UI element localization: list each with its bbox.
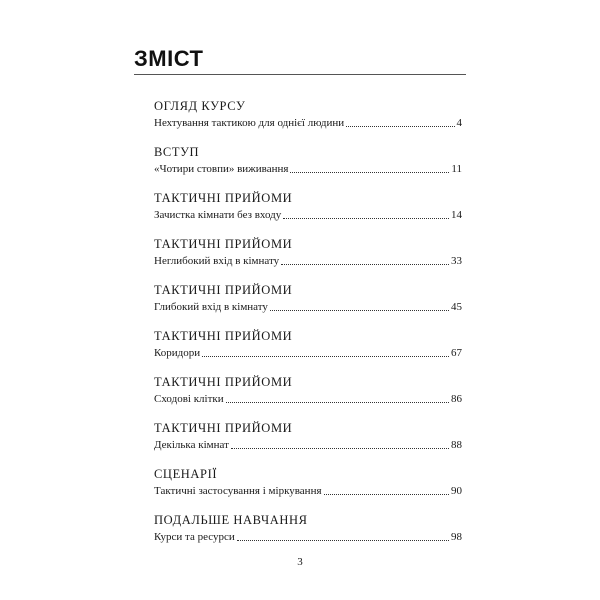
entry-title: Тактичні застосування і міркування	[154, 485, 322, 497]
entry-title: Коридори	[154, 347, 201, 359]
entry-page-number: 98	[451, 531, 462, 543]
entry-title: Зачистка кімнати без входу	[154, 209, 282, 221]
toc-section	[154, 190, 462, 236]
entry-page-number: 67	[451, 347, 462, 359]
toc-entry	[154, 116, 462, 131]
toc-entry	[154, 254, 462, 269]
section-heading: ТАКТИЧНІ ПРИЙОМИ	[154, 237, 293, 251]
toc-section	[154, 144, 462, 190]
entry-title: Сходові клітки	[154, 393, 224, 405]
section-heading: ОГЛЯД КУРСУ	[154, 99, 246, 113]
section-heading: ТАКТИЧНІ ПРИЙОМИ	[154, 191, 293, 205]
entry-page-number: 14	[451, 209, 462, 221]
entry-title: Неглибокий вхід в кімнату	[154, 255, 280, 267]
toc-section	[154, 420, 462, 466]
toc-entry	[154, 300, 462, 315]
page-number: 3	[297, 556, 303, 568]
dot-leader	[231, 448, 449, 449]
section-heading: ТАКТИЧНІ ПРИЙОМИ	[154, 375, 293, 389]
dot-leader	[346, 126, 454, 127]
dot-leader	[290, 172, 449, 173]
toc-entry	[154, 438, 462, 453]
toc-entry	[154, 530, 462, 545]
entry-page-number: 4	[456, 117, 462, 129]
title-divider	[134, 74, 466, 75]
entry-page-number: 11	[451, 163, 462, 175]
entry-title: Декілька кімнат	[154, 439, 229, 451]
dot-leader	[324, 494, 449, 495]
section-heading: ТАКТИЧНІ ПРИЙОМИ	[154, 283, 293, 297]
toc-section	[154, 466, 462, 512]
dot-leader	[281, 264, 449, 265]
section-heading: ТАКТИЧНІ ПРИЙОМИ	[154, 329, 293, 343]
section-heading: ВСТУП	[154, 145, 200, 159]
toc-entry	[154, 392, 462, 407]
entry-page-number: 33	[451, 255, 462, 267]
entry-title: Нехтування тактикою для однієї людини	[154, 117, 345, 129]
entry-title: Курси та ресурси	[154, 531, 235, 543]
toc-entry	[154, 346, 462, 361]
dot-leader	[270, 310, 449, 311]
section-heading: ТАКТИЧНІ ПРИЙОМИ	[154, 421, 293, 435]
table-of-contents	[154, 98, 462, 558]
section-heading: ПОДАЛЬШЕ НАВЧАННЯ	[154, 513, 308, 527]
toc-entry	[154, 484, 462, 499]
toc-section	[154, 512, 462, 558]
dot-leader	[237, 540, 449, 541]
toc-entry	[154, 162, 462, 177]
toc-section	[154, 236, 462, 282]
page-title: ЗМІСТ	[134, 46, 204, 71]
dot-leader	[283, 218, 449, 219]
toc-section	[154, 374, 462, 420]
dot-leader	[226, 402, 449, 403]
entry-title: «Чотири стовпи» виживання	[154, 163, 289, 175]
entry-page-number: 90	[451, 485, 462, 497]
entry-page-number: 88	[451, 439, 462, 451]
toc-section	[154, 282, 462, 328]
toc-section	[154, 328, 462, 374]
entry-title: Глибокий вхід в кімнату	[154, 301, 268, 313]
dot-leader	[202, 356, 449, 357]
toc-entry	[154, 208, 462, 223]
entry-page-number: 86	[451, 393, 462, 405]
entry-page-number: 45	[451, 301, 462, 313]
section-heading: СЦЕНАРІЇ	[154, 467, 218, 481]
toc-section	[154, 98, 462, 144]
